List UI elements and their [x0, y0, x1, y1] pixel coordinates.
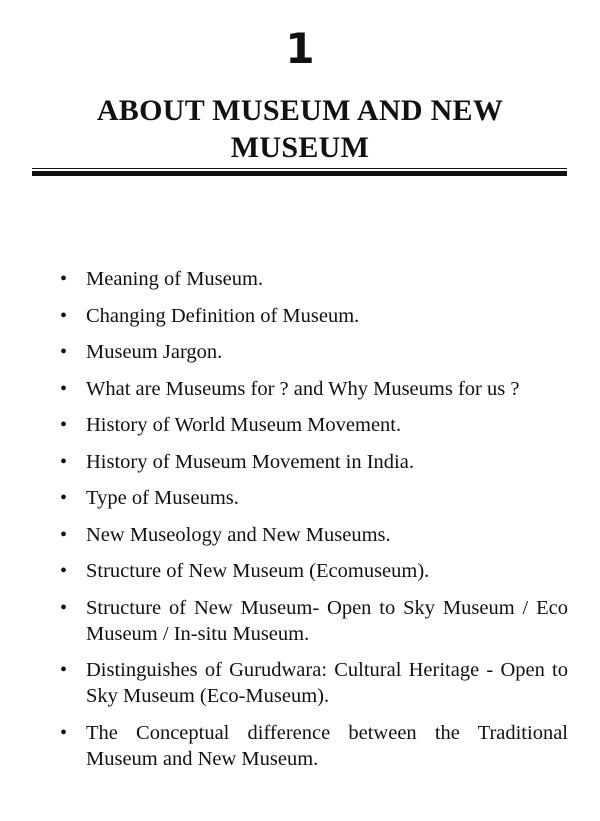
chapter-number: 1: [285, 24, 315, 73]
topic-text: Type of Museums.: [86, 487, 239, 509]
topic-item: [60, 720, 568, 772]
topic-text: Museum Jargon.: [86, 341, 223, 363]
topic-text: Meaning of Museum.: [86, 268, 264, 290]
bullet-icon: •: [60, 414, 68, 436]
topic-item: [60, 595, 568, 647]
bullet-icon: •: [60, 659, 68, 681]
topic-text: Structure of New Museum (Ecomuseum).: [86, 560, 430, 582]
bullet-icon: •: [60, 268, 68, 290]
title-rule-thick: [32, 171, 567, 176]
topic-item: [60, 522, 568, 548]
topic-item: [60, 485, 568, 511]
chapter-title-line-2: MUSEUM: [230, 131, 370, 164]
chapter-title-line-1: ABOUT MUSEUM AND NEW: [96, 94, 504, 127]
bullet-icon: •: [60, 721, 68, 744]
topic-item: [60, 339, 568, 365]
topic-text: Structure of New Museum- Open to Sky Museum / Eco Museum / In-situ Museum.: [86, 596, 568, 645]
bullet-icon: •: [60, 304, 68, 327]
topic-text: History of Museum Movement in India.: [86, 450, 414, 473]
title-rule-thin: [32, 168, 567, 169]
topic-item: [60, 558, 568, 584]
topic-text: The Conceptual difference between the Traditional Museum and New Museum.: [86, 721, 568, 770]
topic-list: [60, 266, 568, 782]
topic-item: [60, 303, 568, 329]
chapter-title: [60, 92, 540, 166]
topic-text: History of World Museum Movement.: [86, 414, 402, 436]
bullet-icon: •: [60, 341, 68, 363]
topic-item: [60, 266, 568, 292]
bullet-icon: •: [60, 487, 68, 509]
topic-text: Distinguishes of Gurudwara: Cultural Heritage - Open to Sky Museum (Eco-Museum).: [86, 659, 568, 707]
topic-item: [60, 449, 568, 475]
topic-item: [60, 412, 568, 438]
bullet-icon: •: [60, 560, 68, 582]
bullet-icon: •: [60, 523, 68, 546]
bullet-icon: •: [60, 450, 68, 473]
topic-text: New Museology and New Museums.: [86, 523, 391, 546]
topic-item: [60, 657, 568, 709]
topic-text: Changing Definition of Museum.: [86, 304, 360, 327]
topic-item: [60, 376, 568, 402]
bullet-icon: •: [60, 377, 68, 400]
topic-text: What are Museums for ? and Why Museums for us ?: [86, 377, 520, 400]
bullet-icon: •: [60, 596, 68, 619]
